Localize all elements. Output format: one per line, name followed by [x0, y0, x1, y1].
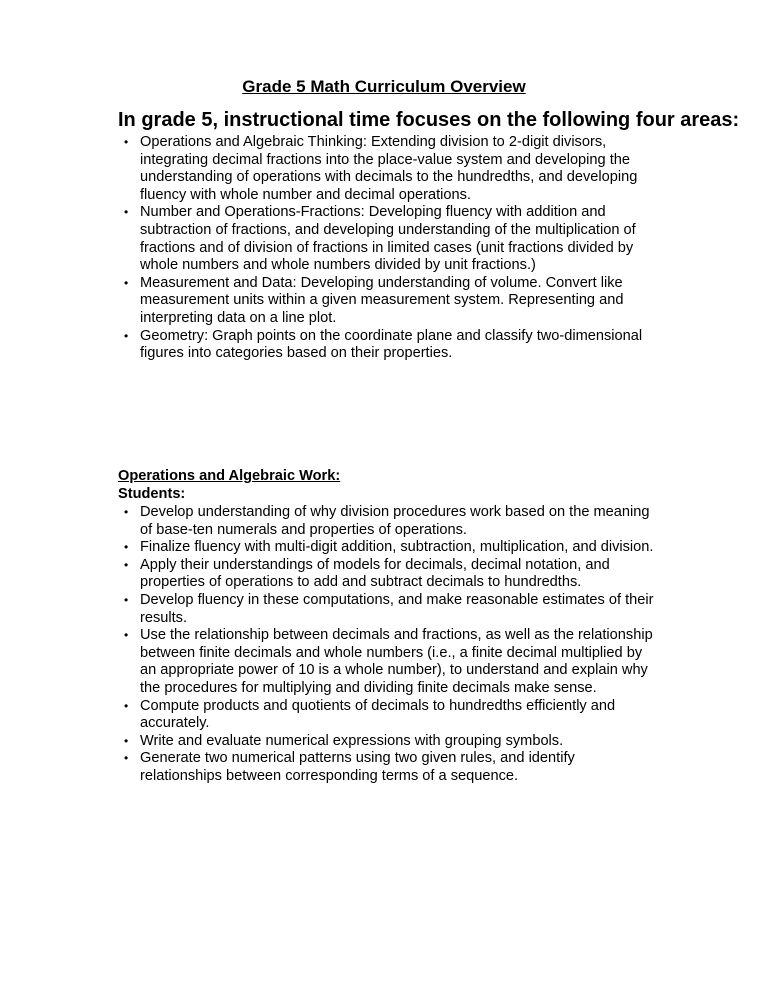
bullet-icon: • [124, 205, 129, 220]
list-item-text: Write and evaluate numerical expressions with grouping symbols. [140, 732, 564, 749]
list-item-text: Compute products and quotients of decimals to hundredths efficiently and accurately. [140, 697, 616, 732]
list-item-text: Generate two numerical patterns using two given rules, and identify relationships between corresponding terms of a sequence. [140, 750, 575, 784]
list-item-text: Finalize fluency with multi-digit addition, subtraction, multiplication, and division. [140, 539, 654, 556]
bullet-icon: • [124, 557, 129, 572]
bullet-icon: • [124, 592, 129, 607]
focus-areas-heading: In grade 5, instructional time focuses on the following four areas: [118, 109, 740, 131]
bullet-icon: • [124, 698, 129, 713]
bullet-icon: • [124, 275, 129, 290]
students-label: Students: [118, 486, 186, 502]
list-item-text: Develop fluency in these computations, and make reasonable estimates of their results. [140, 591, 654, 626]
list-item [118, 698, 658, 733]
list-item [118, 134, 658, 204]
bullet-icon: • [124, 135, 129, 149]
bullet-icon: • [124, 751, 129, 766]
section-heading-operations: Operations and Algebraic Work: [118, 468, 341, 484]
bullet-icon: • [124, 328, 129, 343]
bullet-icon: • [124, 628, 129, 643]
bullet-icon: • [124, 733, 129, 748]
list-item-text: Operations and Algebraic Thinking: Extending division to 2-digit divisors, integrating decimal fractions into the place-value system and developing the understanding of operations with decimals to the hundredths, and developing fluency with whole number and decimal operations. [140, 134, 638, 203]
document-title: Grade 5 Math Curriculum Overview [242, 77, 526, 96]
students-list [118, 504, 658, 786]
focus-areas-list [118, 134, 658, 363]
list-item-text: Develop understanding of why division procedures work based on the meaning of base-ten numerals and properties of operations. [140, 504, 650, 538]
list-item [118, 557, 658, 592]
list-item [118, 275, 658, 328]
list-item [118, 328, 658, 363]
list-item [118, 539, 658, 557]
list-item-text: Number and Operations-Fractions: Developing fluency with addition and subtraction of fractions, and developing understanding of the multiplication of fractions and of division of fractions in limited cases (unit fractions divided by whole numbers and whole numbers divided by unit fractions.) [140, 204, 636, 274]
list-item [118, 204, 658, 274]
list-item [118, 733, 658, 751]
bullet-icon: • [124, 505, 129, 519]
list-item [118, 750, 658, 785]
list-item-text: Use the relationship between decimals and fractions, as well as the relationship between finite decimals and whole numbers (i.e., a finite decimal multiplied by an appropriate power of 10 is a whole number), to understand and explain why the procedures for multiplying and dividing finite decimals make sense. [140, 627, 653, 696]
list-item [118, 592, 658, 627]
list-item-text: Apply their understandings of models for decimals, decimal notation, and properties of operations to add and subtract decimals to hundredths. [140, 556, 610, 591]
list-item-text: Geometry: Graph points on the coordinate plane and classify two-dimensional figures into categories based on their properties. [140, 327, 643, 362]
bullet-icon: • [124, 540, 129, 555]
list-item [118, 627, 658, 697]
list-item [118, 504, 658, 539]
list-item-text: Measurement and Data: Developing understanding of volume. Convert like measurement units within a given measurement system. Representing and interpreting data on a line plot. [140, 274, 624, 326]
